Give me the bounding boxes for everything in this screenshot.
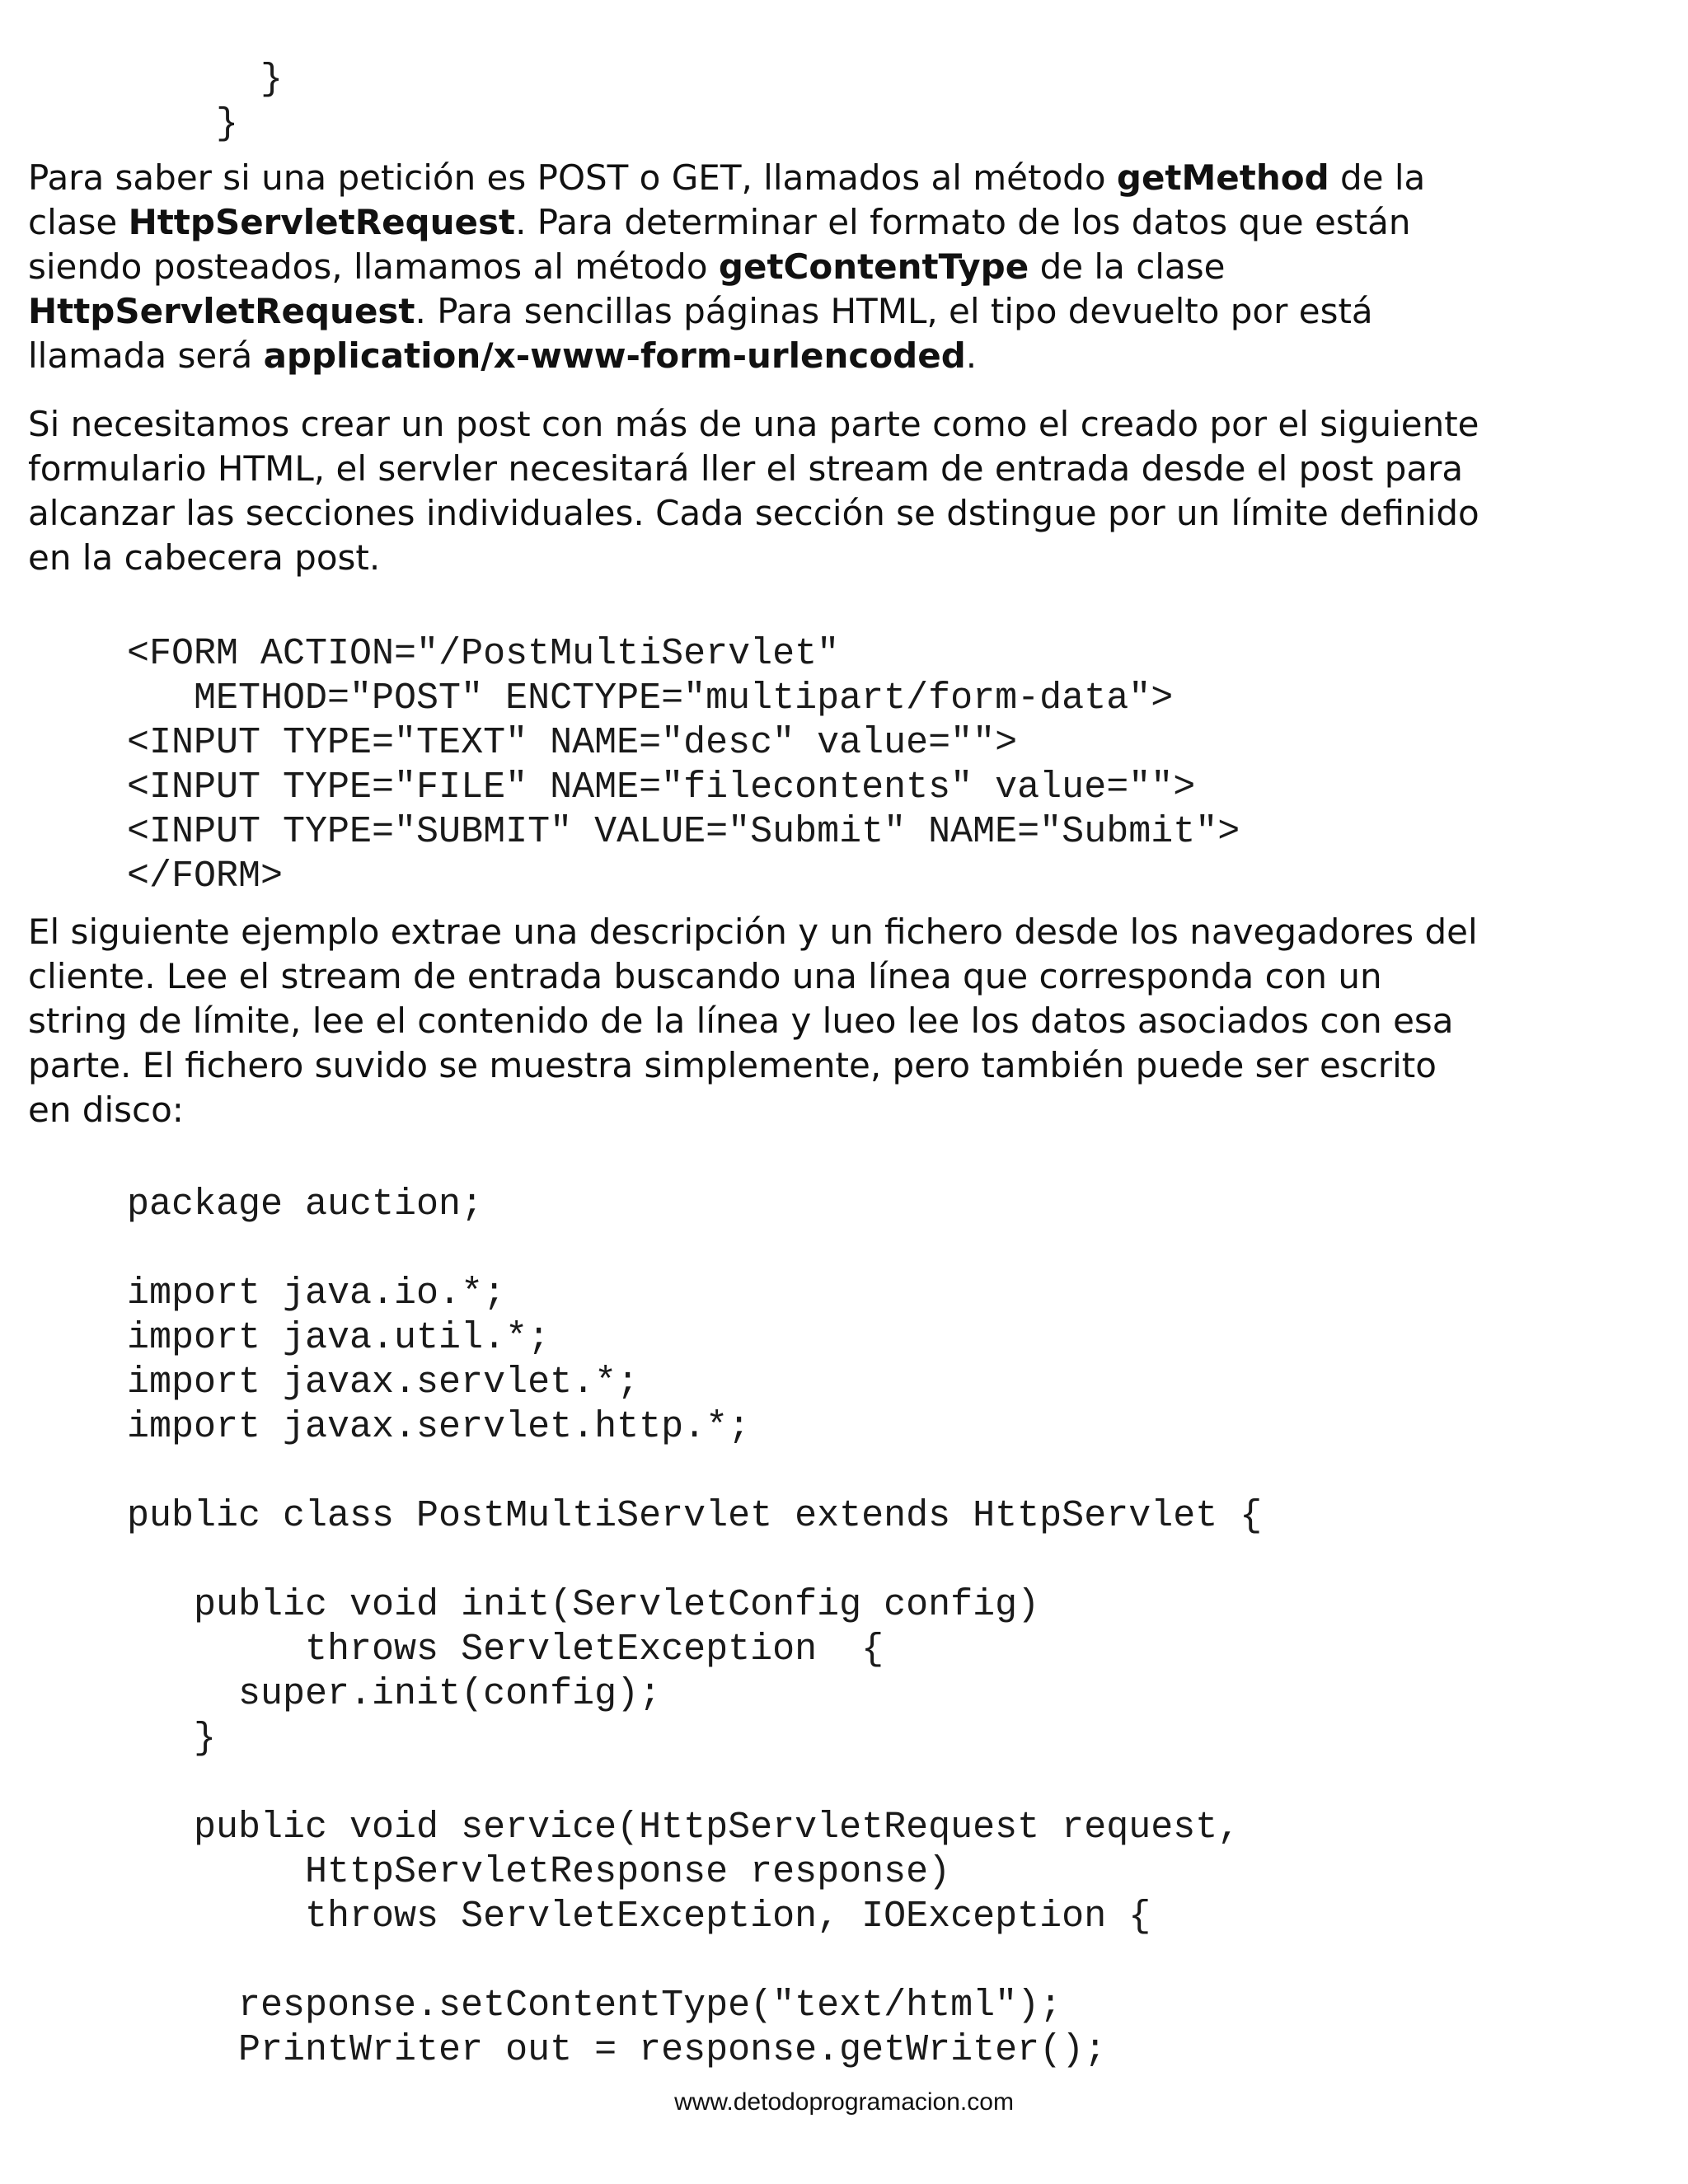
paragraph-line <box>28 999 1668 1043</box>
paragraph-line <box>28 334 1668 378</box>
code-line: super.init(config); <box>127 1673 662 1715</box>
code-line <box>127 1761 1262 1806</box>
paragraph-line <box>28 200 1668 245</box>
text-run: parte. El fichero suvido se muestra simplemente, pero también puede ser escrito <box>28 1045 1437 1085</box>
paragraph-multipart-post <box>28 402 1668 580</box>
paragraph-line <box>28 954 1668 999</box>
text-run: . Para sencillas páginas HTML, el tipo devuelto por está <box>415 291 1373 331</box>
code-line: package auction; <box>127 1183 484 1226</box>
paragraph-line <box>28 402 1668 447</box>
code-line: import javax.servlet.*; <box>127 1361 640 1404</box>
text-run: en la cabecera post. <box>28 537 381 578</box>
code-line: import java.io.*; <box>127 1272 506 1315</box>
text-run: de la clase <box>1029 246 1226 287</box>
code-line: } <box>127 1718 217 1760</box>
bold-term: getContentType <box>718 246 1029 287</box>
code-line: <INPUT TYPE="TEXT" NAME="desc" value=""> <box>127 722 1018 764</box>
text-run: . Para determinar el formato de los datos que están <box>515 202 1411 242</box>
bold-term: HttpServletRequest <box>28 291 415 331</box>
paragraph-line <box>28 245 1668 289</box>
paragraph-line <box>28 910 1668 954</box>
code-line: <FORM ACTION="/PostMultiServlet" <box>127 633 840 675</box>
code-block-java-servlet <box>127 1183 1262 2073</box>
paragraph-line <box>28 1088 1668 1132</box>
text-run: de la <box>1329 157 1426 198</box>
code-line <box>127 1450 1262 1494</box>
text-run: Para saber si una petición es POST o GET, llamados al método <box>28 157 1117 198</box>
code-line: </FORM> <box>127 855 284 898</box>
code-line: <INPUT TYPE="FILE" NAME="filecontents" value=""> <box>127 766 1196 808</box>
code-line: } <box>127 103 239 145</box>
code-line: import java.util.*; <box>127 1317 551 1359</box>
code-block-html-form <box>127 632 1240 899</box>
text-run: alcanzar las secciones individuales. Cada sección se dstingue por un límite definido <box>28 493 1479 533</box>
code-line: public class PostMultiServlet extends HttpServlet { <box>127 1495 1263 1537</box>
code-line <box>127 1939 1262 1984</box>
bold-term: application/x-www-form-urlencoded <box>263 335 966 376</box>
code-line: response.setContentType("text/html"); <box>127 1985 1062 2027</box>
text-run: llamada será <box>28 335 264 376</box>
code-line: throws ServletException, IOException { <box>127 1896 1151 1938</box>
code-block-closing-braces <box>127 58 283 147</box>
code-line: HttpServletResponse response) <box>127 1851 951 1893</box>
code-line: METHOD="POST" ENCTYPE="multipart/form-data"> <box>127 677 1174 719</box>
bold-term: HttpServletRequest <box>128 202 516 242</box>
paragraph-example-description <box>28 910 1668 1132</box>
paragraph-getmethod <box>28 156 1668 378</box>
text-run: formulario HTML, el servler necesitará ller el stream de entrada desde el post para <box>28 448 1464 489</box>
paragraph-line <box>28 447 1668 491</box>
code-line: throws ServletException { <box>127 1629 884 1671</box>
code-line: public void service(HttpServletRequest request, <box>127 1807 1240 1849</box>
code-line: <INPUT TYPE="SUBMIT" VALUE="Submit" NAME="Submit"> <box>127 811 1240 853</box>
text-run: . <box>965 335 978 376</box>
code-line: } <box>127 59 284 101</box>
paragraph-line <box>28 536 1668 580</box>
text-run: Si necesitamos crear un post con más de una parte como el creado por el siguiente <box>28 404 1479 444</box>
footer-url: www.detodoprogramacion.com <box>674 2088 1014 2116</box>
code-line: import javax.servlet.http.*; <box>127 1406 751 1448</box>
text-run: clase <box>28 202 129 242</box>
paragraph-line <box>28 156 1668 200</box>
text-run: string de límite, lee el contenido de la línea y lueo lee los datos asociados con esa <box>28 1001 1454 1041</box>
bold-term: getMethod <box>1116 157 1329 198</box>
paragraph-line <box>28 289 1668 334</box>
code-line <box>127 1539 1262 1583</box>
code-line: public void init(ServletConfig config) <box>127 1584 1040 1626</box>
text-run: cliente. Lee el stream de entrada buscando una línea que corresponda con un <box>28 956 1382 996</box>
text-run: en disco: <box>28 1090 184 1130</box>
text-run: siendo posteados, llamamos al método <box>28 246 719 287</box>
code-line: PrintWriter out = response.getWriter(); <box>127 2029 1107 2071</box>
text-run: El siguiente ejemplo extrae una descripción y un fichero desde los navegadores del <box>28 912 1478 952</box>
code-line <box>127 1227 1262 1272</box>
paragraph-line <box>28 1043 1668 1088</box>
paragraph-line <box>28 491 1668 536</box>
